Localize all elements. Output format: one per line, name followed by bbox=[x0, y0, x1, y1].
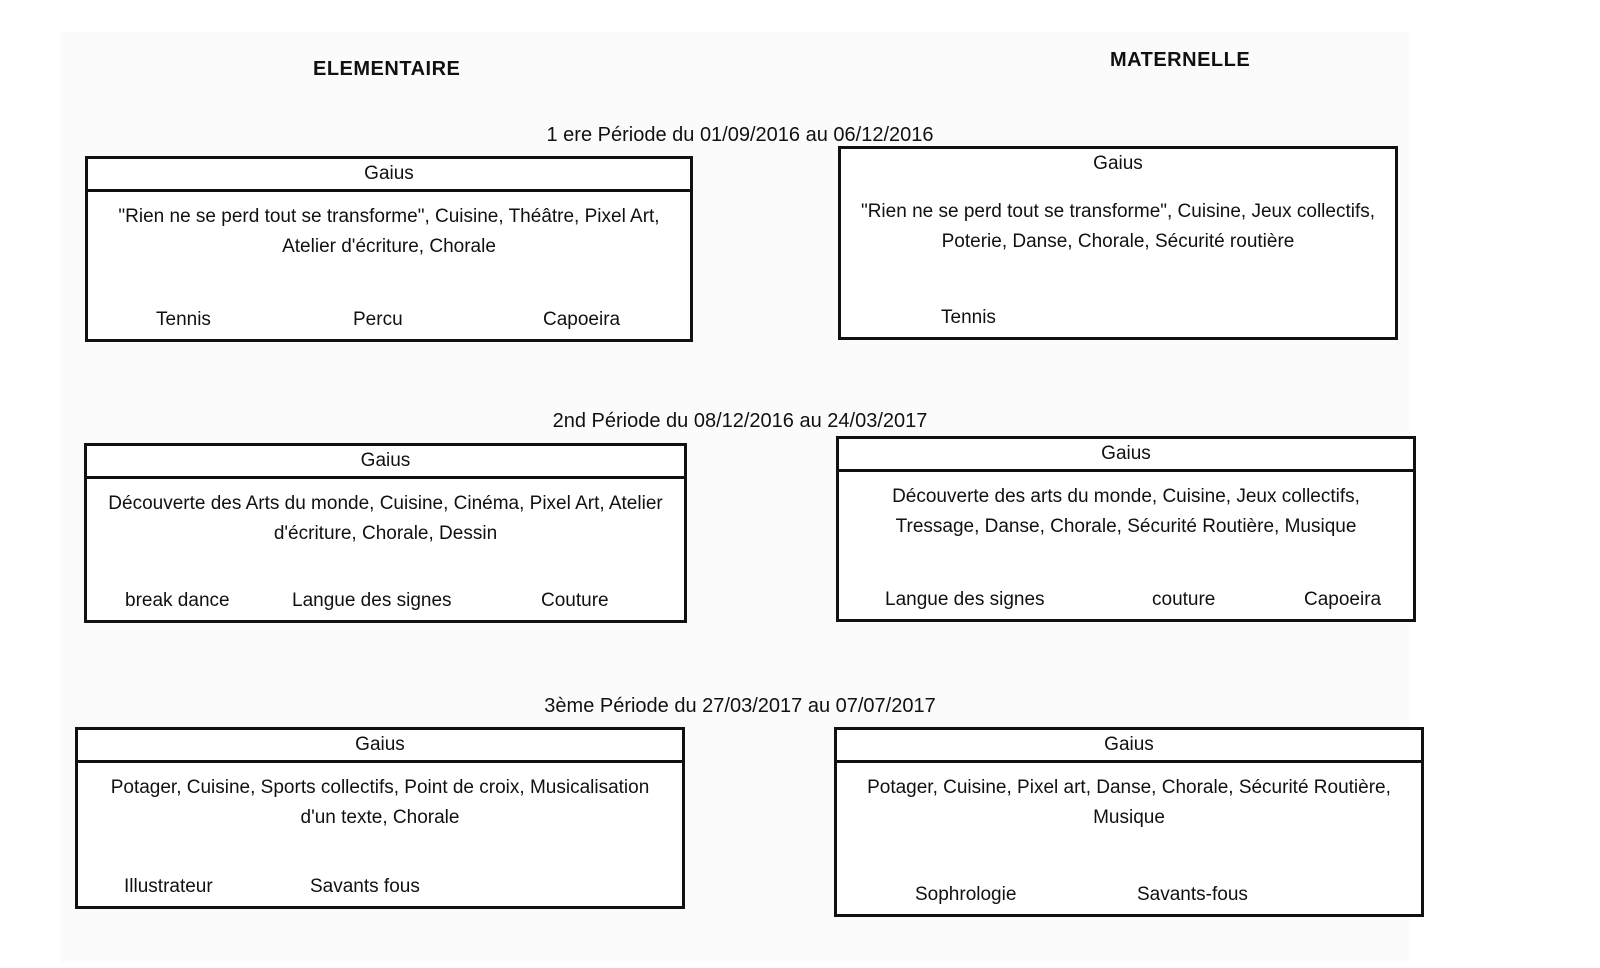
extra-activity: Tennis bbox=[156, 309, 211, 330]
activities-text: Découverte des Arts du monde, Cuisine, Cinéma, Pixel Art, Atelier d'écriture, Chorale, Dessin bbox=[108, 493, 663, 544]
box-header: Gaius bbox=[837, 730, 1421, 763]
box-header: Gaius bbox=[87, 446, 684, 479]
box-header: Gaius bbox=[88, 159, 690, 192]
activities-text: "Rien ne se perd tout se transforme", Cuisine, Jeux collectifs, Poterie, Danse, Chorale, Sécurité routière bbox=[860, 201, 1376, 252]
box-header: Gaius bbox=[78, 730, 682, 763]
extra-activities bbox=[87, 590, 684, 616]
period-3-title: 3ème Période du 27/03/2017 au 07/07/2017 bbox=[544, 695, 936, 717]
extra-activity: break dance bbox=[125, 590, 230, 611]
extra-activity: Tennis bbox=[941, 307, 996, 328]
period-1-elementaire-box bbox=[85, 156, 693, 342]
extra-activity: Percu bbox=[353, 309, 403, 330]
period-3-maternelle-box bbox=[834, 727, 1424, 917]
extra-activities bbox=[837, 884, 1421, 910]
period-1-maternelle-box bbox=[838, 146, 1398, 340]
period-2-elementaire-box bbox=[84, 443, 687, 623]
extra-activity: Savants fous bbox=[310, 876, 420, 897]
extra-activities bbox=[839, 589, 1413, 615]
column-title-maternelle: MATERNELLE bbox=[1110, 49, 1251, 71]
period-3-elementaire-box bbox=[75, 727, 685, 909]
extra-activity: Langue des signes bbox=[885, 589, 1045, 610]
activities-text: "Rien ne se perd tout se transforme", Cuisine, Théâtre, Pixel Art, Atelier d'écriture, Chorale bbox=[118, 206, 660, 257]
box-header: Gaius bbox=[1093, 153, 1143, 174]
extra-activity: Sophrologie bbox=[915, 884, 1017, 905]
extra-activities bbox=[78, 876, 682, 902]
extra-activity: Savants-fous bbox=[1137, 884, 1248, 905]
period-2-title: 2nd Période du 08/12/2016 au 24/03/2017 bbox=[552, 410, 928, 432]
extra-activity: couture bbox=[1152, 589, 1216, 610]
box-header: Gaius bbox=[839, 439, 1413, 472]
activities-text: Découverte des arts du monde, Cuisine, Jeux collectifs, Tressage, Danse, Chorale, Sécurité Routière, Musique bbox=[892, 486, 1360, 537]
activities-text: Potager, Cuisine, Pixel art, Danse, Chorale, Sécurité Routière, Musique bbox=[867, 777, 1391, 828]
column-title-elementaire: ELEMENTAIRE bbox=[313, 58, 461, 80]
extra-activities bbox=[88, 309, 690, 335]
period-2-maternelle-box bbox=[836, 436, 1416, 622]
extra-activity: Capoeira bbox=[543, 309, 621, 330]
extra-activity: Illustrateur bbox=[124, 876, 213, 897]
extra-activities bbox=[841, 307, 1395, 333]
extra-activity: Capoeira bbox=[1304, 589, 1382, 610]
activities-text: Potager, Cuisine, Sports collectifs, Point de croix, Musicalisation d'un texte, Chorale bbox=[110, 777, 650, 828]
period-1-title: 1 ere Période du 01/09/2016 au 06/12/2016 bbox=[546, 124, 934, 146]
extra-activity: Langue des signes bbox=[292, 590, 452, 611]
extra-activity: Couture bbox=[541, 590, 609, 611]
